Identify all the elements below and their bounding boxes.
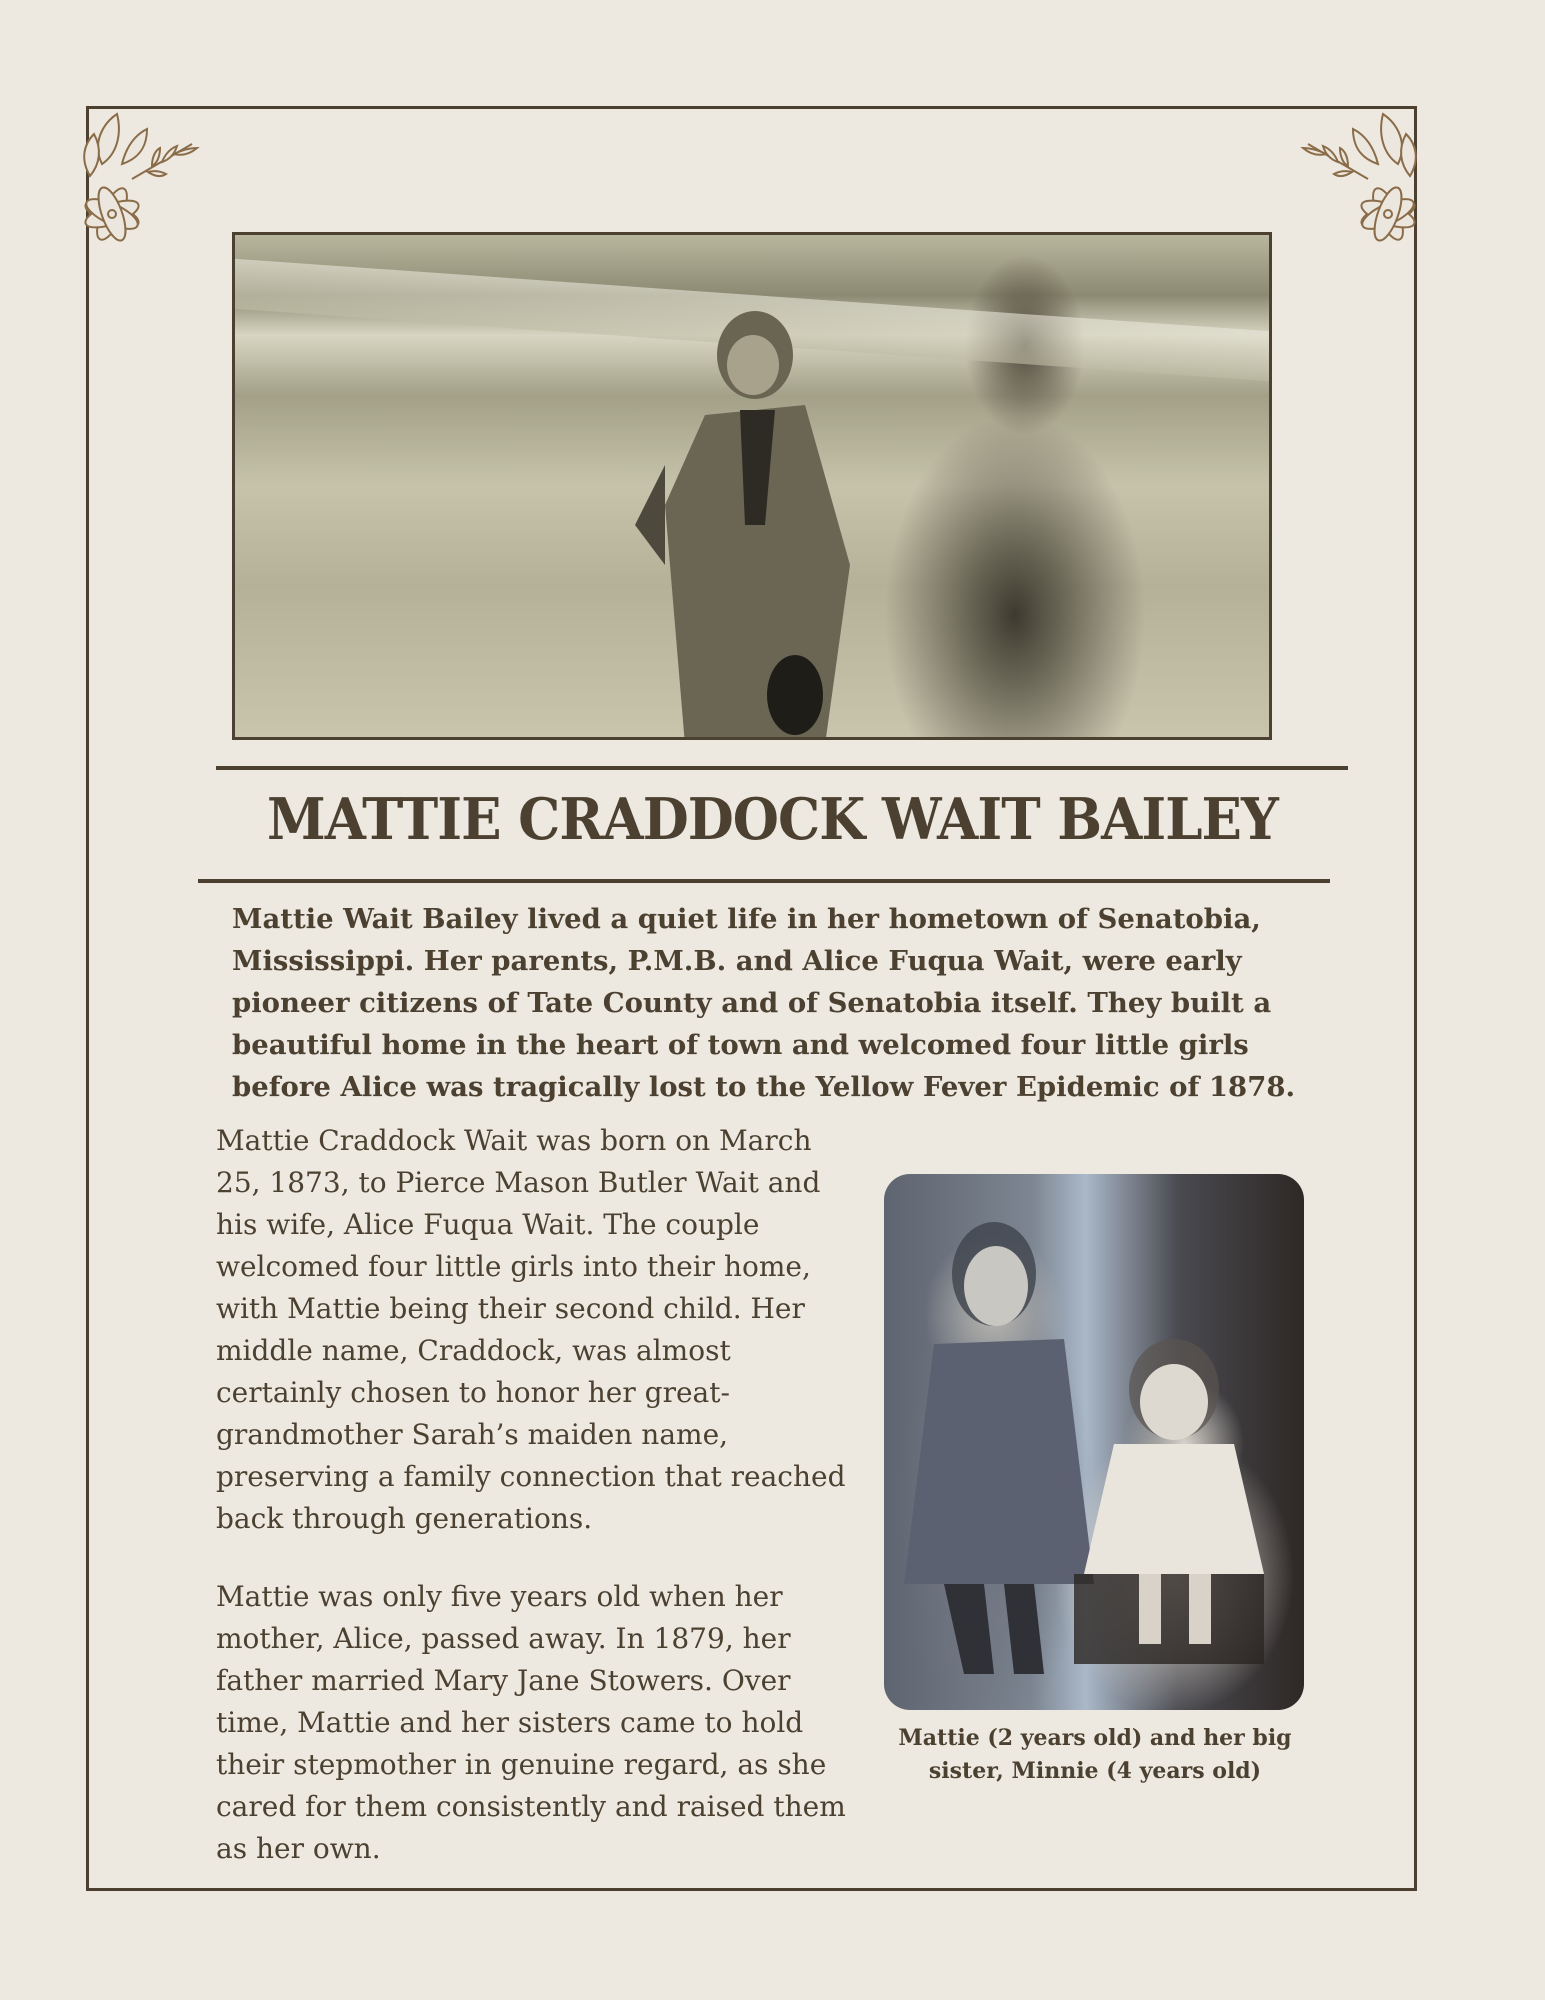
intro-paragraph: Mattie Wait Bailey lived a quiet life in her hometown of Senatobia, Mississippi. Her parents, P.M.B. and Alice Fuqua Wait, were early pioneer citizens of Tate County and of Senatobia itself. They built a beautiful home in the heart of town and welcomed four little girls before Alice was tragically lost to the Yellow Fever Epidemic of 1878. (232, 903, 1296, 1103)
sisters-tintype-photo (884, 1174, 1304, 1710)
photo-caption: Mattie (2 years old) and her big sister, Minnie (4 years old) (898, 1725, 1292, 1784)
page-title: MATTIE CRADDOCK WAIT BAILEY (267, 786, 1278, 853)
floral-corner-ornament-icon (62, 104, 202, 244)
beach-portrait-photo (232, 232, 1272, 740)
body-paragraph: Mattie was only five years old when her mother, Alice, passed away. In 1879, her father married Mary Jane Stowers. Over time, Mattie and her sisters came to hold their stepmother in genuine regard, as she cared for them consistently and raised them as her own. (216, 1580, 846, 1865)
title-rule-bottom (198, 879, 1330, 883)
body-paragraph: Mattie Craddock Wait was born on March 25, 1873, to Pierce Mason Butler Wait and his wife, Alice Fuqua Wait. The couple welcomed four little girls into their home, with Mattie being their second child. Her middle name, Craddock, was almost certainly chosen to honor her great-grandmother Sarah’s maiden name, preserving a family connection that reached back through generations. (216, 1124, 846, 1535)
floral-corner-ornament-icon (1298, 104, 1438, 244)
woman-figure (625, 305, 875, 740)
sisters-figures (884, 1174, 1304, 1710)
title-rule-top (216, 766, 1348, 770)
